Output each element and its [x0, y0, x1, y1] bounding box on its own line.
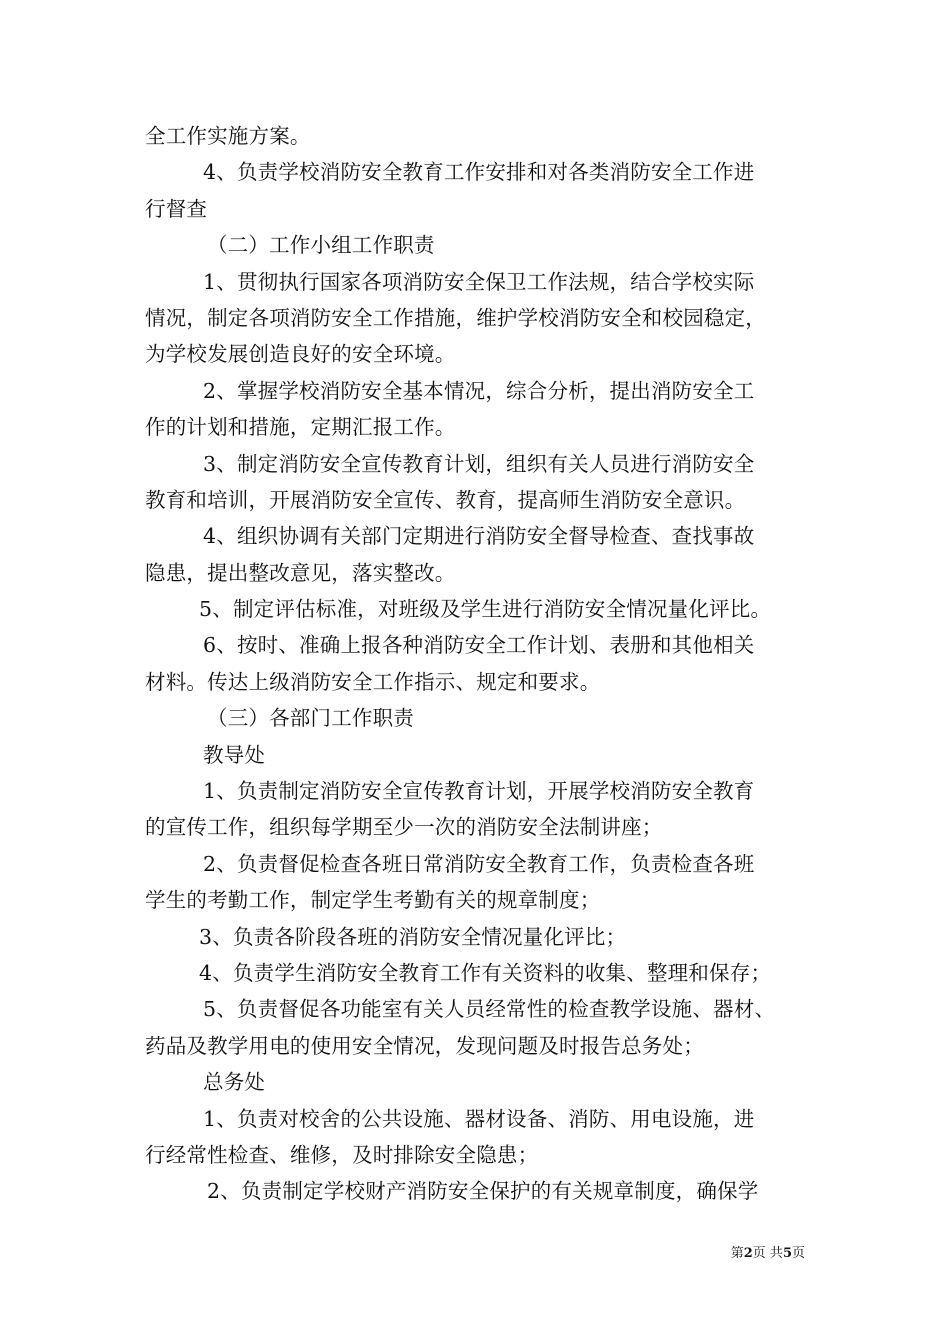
section-heading: （三）各部门工作职责: [207, 706, 414, 731]
text-line: 1、负责制定消防安全宣传教育计划，开展学校消防安全教育: [203, 779, 755, 804]
text-line: 隐患，提出整改意见，落实整改。: [145, 560, 456, 585]
text-line: 4、负责学生消防安全教育工作有关资料的收集、整理和保存；: [199, 960, 772, 985]
text-line: 情况，制定各项消防安全工作措施，维护学校消防安全和校园稳定，: [145, 305, 766, 330]
text-line: 1、负责对校舍的公共设施、器材设备、消防、用电设施，进: [203, 1106, 755, 1131]
text-line: 作的计划和措施，定期汇报工作。: [145, 415, 456, 440]
text-line: 3、制定消防安全宣传教育计划，组织有关人员进行消防安全: [203, 451, 755, 476]
text-line: 为学校发展创造良好的安全环境。: [145, 342, 456, 367]
text-line: 行经常性检查、维修，及时排除安全隐患；: [145, 1142, 539, 1167]
text-line: 3、负责各阶段各班的消防安全情况量化评比；: [199, 924, 627, 949]
text-line: 2、负责督促检查各班日常消防安全教育工作，负责检查各班: [203, 851, 755, 876]
text-line: 2、负责制定学校财产消防安全保护的有关规章制度，确保学: [207, 1179, 759, 1204]
text-line: 材料。传达上级消防安全工作指示、规定和要求。: [145, 669, 601, 694]
footer-middle: 页 共: [752, 1246, 783, 1261]
footer-prefix: 第: [730, 1246, 744, 1261]
text-line: 5、负责督促各功能室有关人员经常性的检查教学设施、器材、: [203, 997, 776, 1022]
subsection-heading: 总务处: [203, 1070, 266, 1095]
text-line: 的宣传工作，组织每学期至少一次的消防安全法制讲座；: [145, 815, 663, 840]
text-line: 教育和培训，开展消防安全宣传、教育，提高师生消防安全意识。: [145, 487, 746, 512]
footer-suffix: 页: [791, 1246, 805, 1261]
text-line: 2、掌握学校消防安全基本情况，综合分析，提出消防安全工: [203, 378, 755, 403]
text-line: 5、制定评估标准，对班级及学生进行消防安全情况量化评比。: [199, 597, 772, 622]
document-body: [145, 118, 810, 1210]
text-line: 4、组织协调有关部门定期进行消防安全督导检查、查找事故: [203, 524, 755, 549]
subsection-heading: 教导处: [203, 742, 266, 767]
total-page-number: 5: [782, 1246, 792, 1261]
current-page-number: 2: [743, 1246, 753, 1261]
text-line: 全工作实施方案。: [145, 124, 311, 148]
text-line: 学生的考勤工作，制定学生考勤有关的规章制度；: [145, 888, 601, 913]
section-heading: （二）工作小组工作职责: [207, 233, 435, 258]
text-line: 6、按时、准确上报各种消防安全工作计划、表册和其他相关: [203, 633, 755, 658]
text-line: 药品及教学用电的使用安全情况，发现问题及时报告总务处；: [145, 1033, 704, 1058]
text-line: 4、负责学校消防安全教育工作安排和对各类消防安全工作进: [203, 160, 755, 185]
text-line: 1、贯彻执行国家各项消防安全保卫工作法规，结合学校实际: [203, 269, 755, 294]
text-line: 行督查: [145, 196, 208, 221]
page-number-footer: [731, 1246, 805, 1262]
